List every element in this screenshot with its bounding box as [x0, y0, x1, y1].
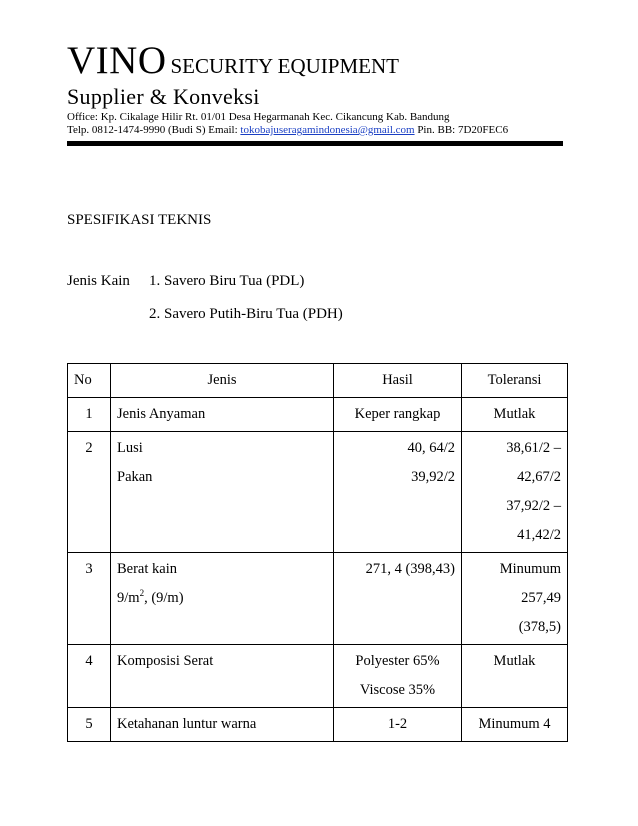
cell-hasil	[334, 432, 462, 553]
phone-text: Telp. 0812-1474-9990 (Budi S) Email:	[67, 124, 241, 136]
unit-text: , (9/m)	[144, 590, 184, 606]
cell-toleransi: Minumum 4	[462, 708, 568, 742]
table-row	[68, 553, 568, 645]
email-link[interactable]: tokobajuseragamindonesia@gmail.com	[240, 124, 415, 136]
cell-hasil: 1-2	[334, 708, 462, 742]
unit-superscript: 2	[139, 588, 145, 599]
cell-line	[117, 584, 327, 613]
cell-jenis: Jenis Anyaman	[111, 398, 334, 432]
header-toleransi: Toleransi	[462, 364, 568, 398]
unit-text: 9/m	[117, 590, 140, 606]
cell-line: 38,61/2 – 42,67/2	[506, 440, 561, 485]
cell-hasil: 271, 4 (398,43)	[334, 553, 462, 645]
table-row	[68, 432, 568, 553]
contact-line	[67, 124, 508, 136]
table-row	[68, 708, 568, 742]
brand-heading	[67, 38, 399, 83]
cell-line: 39,92/2	[411, 469, 455, 485]
jenis-kain-item: 1. Savero Biru Tua (PDL)	[149, 273, 305, 289]
cell-line: (378,5)	[518, 619, 561, 635]
cell-jenis: Ketahanan luntur warna	[111, 708, 334, 742]
cell-line: Minumum 257,49	[499, 561, 561, 606]
cell-no: 1	[68, 398, 111, 432]
cell-line: Lusi	[117, 440, 143, 456]
brand-tagline: SECURITY EQUIPMENT	[170, 54, 399, 78]
jenis-kain-label: Jenis Kain	[67, 273, 130, 289]
cell-jenis	[111, 432, 334, 553]
spec-table	[67, 363, 568, 742]
brand-name: VINO	[67, 39, 167, 82]
header-divider	[67, 141, 563, 146]
company-subtitle: Supplier & Konveksi	[67, 84, 260, 109]
cell-line: Polyester 65%	[355, 653, 440, 669]
header-no: No	[68, 364, 111, 398]
cell-no: 4	[68, 645, 111, 708]
cell-jenis	[111, 553, 334, 645]
header-jenis: Jenis	[111, 364, 334, 398]
cell-hasil	[334, 645, 462, 708]
office-address: Office: Kp. Cikalage Hilir Rt. 01/01 Desa Hegarmanah Kec. Cikancung Kab. Bandung	[67, 111, 450, 123]
table-row	[68, 398, 568, 432]
cell-jenis: Komposisi Serat	[111, 645, 334, 708]
cell-line: 37,92/2 – 41,42/2	[506, 498, 561, 543]
cell-no: 2	[68, 432, 111, 553]
cell-toleransi: Mutlak	[462, 645, 568, 708]
table-row	[68, 645, 568, 708]
cell-no: 5	[68, 708, 111, 742]
cell-no: 3	[68, 553, 111, 645]
table-header-row	[68, 364, 568, 398]
section-title: SPESIFIKASI TEKNIS	[67, 212, 212, 228]
cell-toleransi	[462, 553, 568, 645]
jenis-kain-item: 2. Savero Putih-Biru Tua (PDH)	[149, 306, 343, 322]
cell-toleransi: Mutlak	[462, 398, 568, 432]
cell-line: 40, 64/2	[407, 440, 455, 456]
bb-pin-text: Pin. BB: 7D20FEC6	[414, 124, 509, 136]
cell-line: Berat kain	[117, 561, 177, 577]
cell-line: Viscose 35%	[359, 682, 436, 698]
cell-hasil: Keper rangkap	[334, 398, 462, 432]
cell-toleransi	[462, 432, 568, 553]
header-hasil: Hasil	[334, 364, 462, 398]
cell-line: Pakan	[117, 469, 153, 485]
